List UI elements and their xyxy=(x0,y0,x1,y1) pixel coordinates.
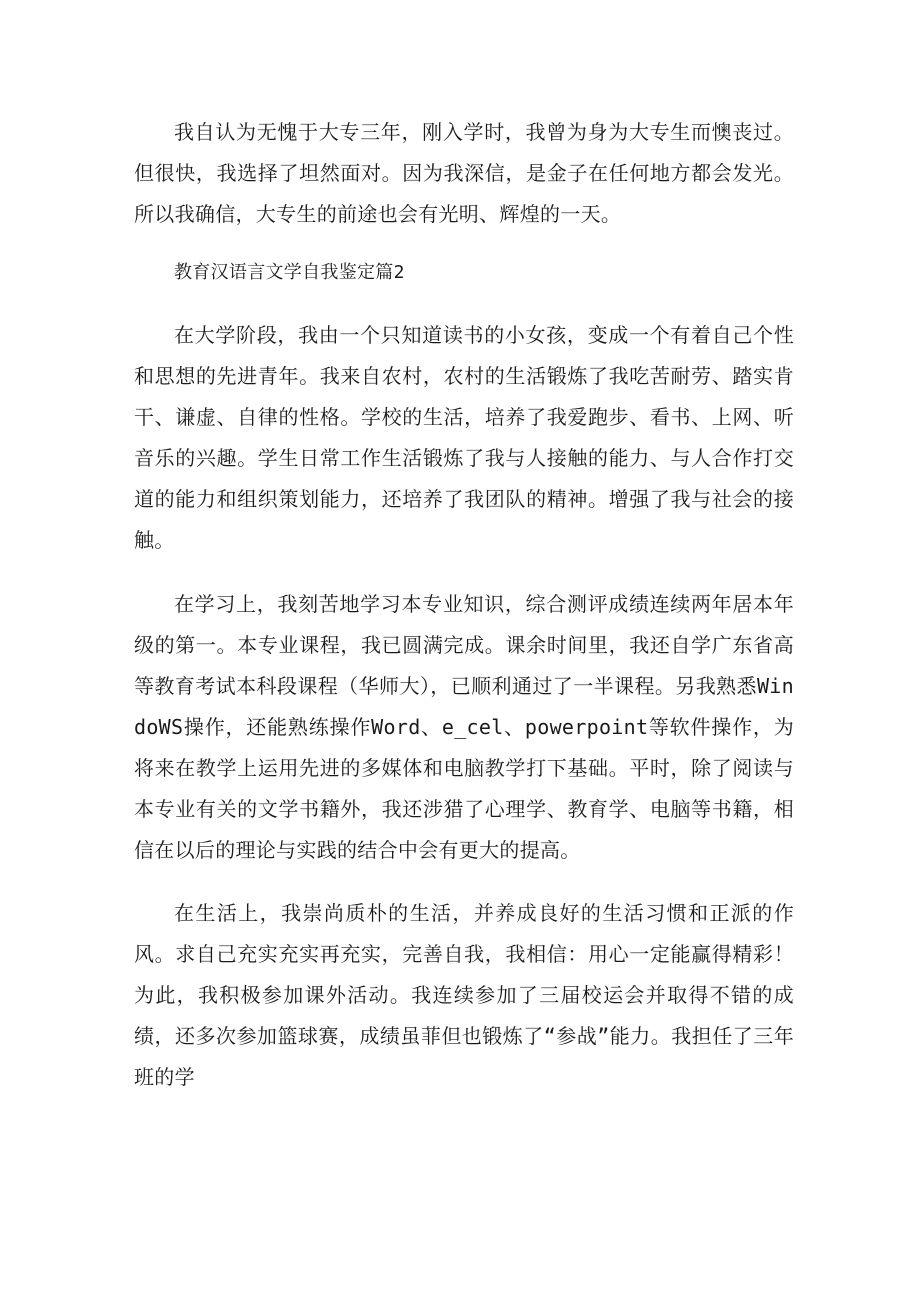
paragraph-study: 在学习上，我刻苦地学习本专业知识，综合测评成绩连续两年居本年级的第一。本专业课程，我已圆满完成。课余时间里，我还自学广东省高等教育考试本科段课程（华师大），已顺利通过了一半课程。另我熟悉WindoWS操作，还能熟练操作Word、e_cel、powerpoint等软件操作，为将来在教学上运用先进的多媒体和电脑教学打下基础。平时，除了阅读与本专业有关的文学书籍外，我还涉猎了心理学、教育学、电脑等书籍，相信在以后的理论与实践的结合中会有更大的提高。 xyxy=(134,592,794,862)
paragraph-intro: 我自认为无愧于大专三年，刚入学时，我曾为身为大专生而懊丧过。但很快，我选择了坦然面对。因为我深信，是金子在任何地方都会发光。所以我确信，大专生的前途也会有光明、辉煌的一天。 xyxy=(134,120,794,226)
paragraph-life: 在生活上，我崇尚质朴的生活，并养成良好的生活习惯和正派的作风。求自己充实充实再充实，完善自我，我相信：用心一定能赢得精彩！为此，我积极参加课外活动。我连续参加了三届校运会并取得不错的成绩，还多次参加篮球赛，成绩虽菲但也锻炼了“参战”能力。我担任了三年班的学 xyxy=(134,901,794,1089)
section-heading: 教育汉语言文学自我鉴定篇2 xyxy=(174,262,405,283)
document-page xyxy=(134,112,794,1098)
paragraph-university: 在大学阶段，我由一个只知道读书的小女孩，变成一个有着自己个性和思想的先进青年。我来自农村，农村的生活锻炼了我吃苦耐劳、踏实肯干、谦虚、自律的性格。学校的生活，培养了我爱跑步、看书、上网、听音乐的兴趣。学生日常工作生活锻炼了我与人接触的能力、与人合作打交道的能力和组织策划能力，还培养了我团队的精神。增强了我与社会的接触。 xyxy=(134,323,794,552)
